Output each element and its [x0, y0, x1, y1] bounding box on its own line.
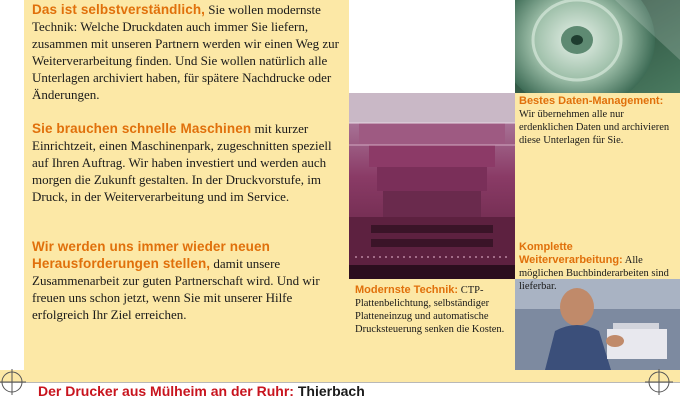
- paragraph-herausforderungen: [32, 238, 350, 323]
- footer-company-name: Thierbach: [293, 383, 365, 399]
- footer-tagline: [38, 383, 365, 403]
- paragraph-text: Sie wollen modernste Technik: Welche Druckdaten auch immer Sie liefern, zusammen mit unseren Partnern werden wir einen Weg zur Weiterverarbeitung finden. Und Sie wollen natürlich alle Unterlagen archiviert haben, für spätere Nachdrucke oder Änderungen.: [32, 2, 339, 102]
- footer-tagline-lead: Der Drucker aus Mülheim an der Ruhr:: [38, 383, 294, 399]
- registration-mark-icon: [0, 367, 30, 397]
- cd-photo: [515, 0, 680, 93]
- registration-mark-icon: [643, 367, 673, 397]
- caption-lead: Modernste Technik:: [355, 284, 459, 296]
- caption-daten-management: [519, 95, 679, 147]
- paragraph-selbstverstaendlich: [32, 1, 350, 103]
- paragraph-text: damit unsere Zusammenarbeit zur guten Partnerschaft wird. Und wir freuen uns schon jetzt, wenn Sie mit unserer Hilfe erfolgreich Ihr Ziel erreichen.: [32, 256, 320, 322]
- paragraph-maschinen: [32, 120, 350, 205]
- paragraph-lead: Wir werden uns immer wieder neuen Herausforderungen stellen,: [32, 239, 270, 271]
- caption-lead: Komplette Weiterverarbeitung:: [519, 241, 623, 266]
- paragraph-lead: Sie brauchen schnelle Maschinen: [32, 121, 252, 136]
- caption-modernste-technik: [355, 284, 515, 336]
- caption-text: Alle möglichen Buchbinderarbeiten sind lieferbar.: [519, 255, 669, 292]
- paragraph-text: mit kurzer Einrichtzeit, einen Maschinenpark, zugeschnitten speziell auf Ihren Auftrag. Wir haben investiert und werden auch morgen die Zukunft gestalten. In der Druckvorstufe, im Druck, in der Weiterverarbeitung und im Service.: [32, 121, 332, 204]
- caption-weiterverarbeitung: [519, 241, 679, 293]
- caption-lead: Bestes Daten-Management:: [519, 95, 664, 107]
- caption-text: Wir übernehmen alle nur erdenklichen Daten und archivieren diese Unterlagen für Sie.: [519, 109, 670, 146]
- bottom-strip: [0, 370, 680, 382]
- printing-press-photo: [349, 93, 515, 279]
- paragraph-lead: Das ist selbstverständlich,: [32, 2, 206, 17]
- caption-text: CTP-Plattenbelichtung, selbständiger Platteneinzug und automatische Drucksteuerung senken die Kosten.: [355, 285, 505, 335]
